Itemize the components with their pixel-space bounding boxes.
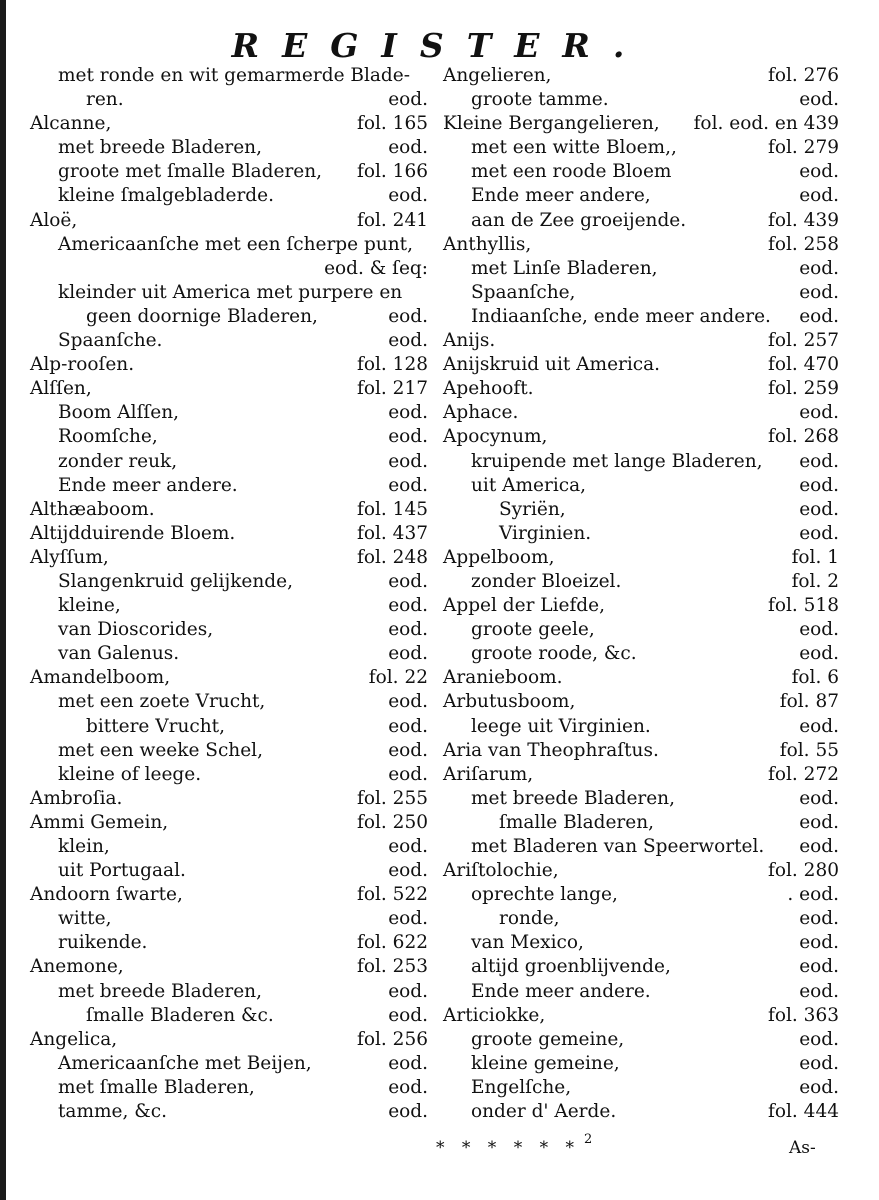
register-entry — [28, 281, 428, 305]
entry-name: Alyſſum, — [30, 546, 109, 568]
entry-name: Kleine Bergangelieren, — [443, 113, 660, 135]
entry-name: kruipende met lange Bladeren, — [471, 450, 763, 472]
entry-folio: eod. — [388, 137, 428, 159]
entry-name: Arbutusboom, — [443, 691, 576, 713]
register-entry — [28, 883, 428, 907]
entry-folio: eod. — [388, 1101, 428, 1123]
entry-folio: eod. — [799, 498, 839, 520]
entry-folio: eod. — [388, 570, 428, 592]
entry-folio: eod. — [799, 1052, 839, 1074]
signature-number: 2 — [584, 1132, 593, 1147]
entry-folio: fol. 256 — [357, 1028, 428, 1050]
entry-folio: eod. — [388, 330, 428, 352]
entry-name: met Linſe Bladeren, — [471, 257, 658, 279]
register-entry — [441, 160, 839, 184]
entry-folio: fol. 253 — [357, 956, 428, 978]
register-entry — [28, 907, 428, 931]
entry-name: Roomſche, — [58, 426, 158, 448]
register-entry — [441, 642, 839, 666]
register-entry — [28, 160, 428, 184]
entry-name: Amandelboom, — [30, 667, 171, 689]
entry-folio: eod. — [799, 257, 839, 279]
entry-name: geen doornige Bladeren, — [86, 305, 318, 327]
entry-folio: fol. 217 — [357, 378, 428, 400]
register-entry — [441, 666, 839, 690]
register-entry — [441, 522, 839, 546]
register-entry — [441, 450, 839, 474]
entry-folio: eod. — [799, 89, 839, 111]
entry-folio: eod. — [799, 281, 839, 303]
entry-folio: fol. 87 — [779, 691, 839, 713]
register-entry — [28, 88, 428, 112]
entry-folio: fol. 145 — [357, 498, 428, 520]
register-entry — [28, 401, 428, 425]
entry-name: Anijskruid uit America. — [443, 354, 661, 376]
entry-name: van Galenus. — [58, 643, 180, 665]
register-entry — [28, 763, 428, 787]
entry-name: uit Portugaal. — [58, 860, 186, 882]
entry-folio: eod. — [799, 908, 839, 930]
entry-folio: fol. 444 — [768, 1101, 839, 1123]
entry-folio: fol. 166 — [357, 161, 428, 183]
entry-folio: eod. — [799, 402, 839, 424]
register-entry — [28, 570, 428, 594]
register-column-right — [441, 64, 839, 1144]
entry-folio: eod. — [388, 860, 428, 882]
register-entry — [441, 570, 839, 594]
register-entry — [441, 1004, 839, 1028]
register-entry — [28, 739, 428, 763]
register-entry — [28, 474, 428, 498]
entry-folio: fol. 258 — [768, 233, 839, 255]
entry-folio: fol. 241 — [357, 209, 428, 231]
register-entry — [28, 594, 428, 618]
entry-name: ſmalle Bladeren, — [499, 811, 655, 833]
entry-folio: eod. — [799, 305, 839, 327]
register-entry — [441, 305, 839, 329]
entry-folio: eod. & ſeq: — [324, 257, 428, 279]
entry-folio: fol. 248 — [357, 546, 428, 568]
entry-name: Angelica, — [30, 1028, 118, 1050]
register-column-left — [28, 64, 428, 1144]
entry-name: Ambroſia. — [30, 787, 123, 809]
entry-name: Ariſarum, — [443, 763, 534, 785]
entry-name: Ende meer andere, — [471, 185, 651, 207]
entry-name: onder d' Aerde. — [471, 1101, 617, 1123]
entry-folio: fol. 165 — [357, 113, 428, 135]
entry-folio: eod. — [388, 908, 428, 930]
entry-name: Aloë, — [30, 209, 78, 231]
entry-folio: fol. 522 — [357, 884, 428, 906]
entry-name: ſmalle Bladeren &c. — [86, 1004, 274, 1026]
entry-name: Americaanſche met een ſcherpe punt, — [58, 233, 413, 255]
entry-name: ruikende. — [58, 932, 148, 954]
entry-name: Engelſche, — [471, 1076, 572, 1098]
entry-name: witte, — [58, 908, 112, 930]
entry-folio: eod. — [799, 522, 839, 544]
entry-name: met een zoete Vrucht, — [58, 691, 266, 713]
register-entry — [441, 377, 839, 401]
entry-name: ronde, — [499, 908, 560, 930]
entry-name: met breede Bladeren, — [58, 980, 262, 1002]
entry-name: van Mexico, — [471, 932, 584, 954]
entry-name: met een witte Bloem,, — [471, 137, 677, 159]
register-entry — [441, 594, 839, 618]
register-entry — [28, 377, 428, 401]
register-entry — [28, 931, 428, 955]
register-entry — [28, 425, 428, 449]
entry-name: klein, — [58, 836, 110, 857]
entry-name: Boom Alſſen, — [58, 402, 180, 424]
entry-folio: fol. 272 — [768, 763, 839, 785]
entry-folio: fol. 280 — [768, 860, 839, 882]
entry-name: ren. — [86, 89, 124, 111]
register-entry — [28, 666, 428, 690]
register-entry — [441, 401, 839, 425]
register-entry — [28, 329, 428, 353]
register-entry — [441, 690, 839, 714]
entry-folio: eod. — [388, 426, 428, 448]
register-entry — [441, 281, 839, 305]
catchword: As- — [789, 1138, 816, 1158]
entry-folio: fol. 439 — [768, 209, 839, 231]
entry-name: oprechte lange, — [471, 884, 618, 906]
entry-name: van Dioscorides, — [58, 619, 214, 641]
entry-folio: eod. — [388, 619, 428, 641]
entry-name: Ende meer andere. — [58, 474, 238, 496]
register-entry — [28, 498, 428, 522]
entry-name: Aphace. — [443, 402, 519, 424]
entry-folio: eod. — [388, 305, 428, 327]
register-entry — [28, 859, 428, 883]
entry-folio: fol. 470 — [768, 354, 839, 376]
entry-name: aan de Zee groeijende. — [471, 209, 687, 231]
register-entry — [441, 233, 839, 257]
entry-name: groote gemeine, — [471, 1028, 625, 1050]
entry-folio: fol. eod. en 439 — [693, 113, 839, 135]
entry-folio: eod. — [388, 1076, 428, 1098]
register-entry — [441, 112, 839, 136]
entry-folio: . eod. — [787, 884, 839, 906]
entry-name: groote roode, &c. — [471, 643, 637, 665]
entry-name: groote geele, — [471, 619, 595, 641]
register-entry — [441, 184, 839, 208]
page-title: REGISTER. — [231, 26, 648, 65]
entry-name: Apocynum, — [443, 426, 548, 448]
register-entry — [28, 64, 428, 88]
entry-name: bittere Vrucht, — [86, 715, 225, 737]
register-entry — [441, 546, 839, 570]
register-entry — [441, 763, 839, 787]
register-entry — [441, 715, 839, 739]
entry-folio: eod. — [388, 836, 428, 857]
entry-folio: fol. 250 — [357, 811, 428, 833]
register-entry — [441, 64, 839, 88]
entry-name: uit America, — [471, 474, 587, 496]
entry-name: kleine gemeine, — [471, 1052, 620, 1074]
entry-name: Althæaboom. — [30, 498, 155, 520]
register-entry — [28, 642, 428, 666]
entry-folio: eod. — [799, 619, 839, 641]
register-entry — [28, 618, 428, 642]
register-entry — [28, 1004, 428, 1028]
entry-name: met Bladeren van Speerwortel. — [471, 836, 765, 857]
entry-folio: fol. 128 — [357, 354, 428, 376]
register-entry — [28, 1052, 428, 1076]
entry-name: met ſmalle Bladeren, — [58, 1076, 255, 1098]
entry-folio: eod. — [388, 980, 428, 1002]
entry-name: kleine of leege. — [58, 763, 202, 785]
entry-folio: fol. 363 — [768, 1004, 839, 1026]
register-entry — [441, 209, 839, 233]
entry-name: zonder Bloeizel. — [471, 570, 622, 592]
entry-name: kleine ſmalgebladerde. — [58, 185, 274, 207]
entry-name: Angelieren, — [443, 65, 552, 86]
entry-folio: eod. — [388, 1004, 428, 1026]
entry-folio: fol. 55 — [779, 739, 839, 761]
entry-name: Ammi Gemein, — [30, 811, 169, 833]
register-entry — [441, 618, 839, 642]
register-entry — [28, 835, 428, 859]
entry-folio: eod. — [799, 811, 839, 833]
register-entry — [28, 1076, 428, 1100]
register-entry — [28, 546, 428, 570]
register-entry — [28, 522, 428, 546]
entry-name: Virginien. — [499, 522, 592, 544]
register-entry — [28, 450, 428, 474]
register-entry — [441, 498, 839, 522]
register-entry — [441, 859, 839, 883]
entry-folio: fol. 622 — [357, 932, 428, 954]
entry-folio: eod. — [388, 739, 428, 761]
register-entry — [28, 1100, 428, 1124]
entry-name: kleinder uit America met purpere en — [58, 281, 403, 303]
entry-name: Altijdduirende Bloem. — [30, 522, 236, 544]
register-entry — [28, 136, 428, 160]
register-entry — [28, 233, 428, 257]
entry-folio: fol. 518 — [768, 595, 839, 617]
entry-folio: eod. — [388, 89, 428, 111]
entry-folio: eod. — [799, 643, 839, 665]
entry-folio: fol. 437 — [357, 522, 428, 544]
register-entry — [441, 955, 839, 979]
register-entry — [441, 88, 839, 112]
entry-name: tamme, &c. — [58, 1101, 167, 1123]
register-entry — [441, 907, 839, 931]
register-entry — [441, 811, 839, 835]
register-entry — [441, 136, 839, 160]
entry-folio: eod. — [799, 1028, 839, 1050]
register-entry — [441, 883, 839, 907]
entry-name: Indiaanſche, ende meer andere. — [471, 305, 771, 327]
entry-name: Apehooft. — [443, 378, 534, 400]
entry-name: Alcanne, — [30, 113, 112, 135]
entry-name: groote met ſmalle Bladeren, — [58, 161, 323, 183]
register-entry — [441, 329, 839, 353]
entry-name: Americaanſche met Beijen, — [58, 1052, 312, 1074]
entry-name: met breede Bladeren, — [471, 787, 675, 809]
entry-name: Alp-rooſen. — [30, 354, 135, 376]
entry-folio: fol. 268 — [768, 426, 839, 448]
register-entry — [441, 353, 839, 377]
register-entry — [28, 1028, 428, 1052]
entry-folio: fol. 22 — [368, 667, 428, 689]
entry-folio: eod. — [388, 402, 428, 424]
entry-folio: fol. 279 — [768, 137, 839, 159]
register-entry — [28, 811, 428, 835]
register-entry — [28, 112, 428, 136]
entry-folio: eod. — [388, 185, 428, 207]
entry-folio: eod. — [799, 185, 839, 207]
entry-name: Ariſtolochie, — [443, 860, 559, 882]
register-entry — [28, 209, 428, 233]
entry-folio: eod. — [388, 474, 428, 496]
register-entry — [441, 1028, 839, 1052]
entry-name: met een weeke Schel, — [58, 739, 263, 761]
entry-folio: eod. — [388, 450, 428, 472]
entry-folio: eod. — [388, 643, 428, 665]
entry-folio: eod. — [799, 474, 839, 496]
entry-folio: fol. 2 — [791, 570, 839, 592]
entry-name: Alſſen, — [30, 378, 92, 400]
entry-name: Articiokke, — [443, 1004, 546, 1026]
register-entry — [28, 353, 428, 377]
register-entry — [441, 739, 839, 763]
entry-name: Slangenkruid gelijkende, — [58, 570, 293, 592]
register-entry — [441, 1052, 839, 1076]
register-entry — [28, 980, 428, 1004]
entry-folio: fol. 255 — [357, 787, 428, 809]
entry-folio: eod. — [799, 956, 839, 978]
entry-folio: eod. — [799, 1076, 839, 1098]
book-spine-edge — [0, 0, 6, 1200]
entry-name: Anemone, — [30, 956, 124, 978]
register-entry — [28, 184, 428, 208]
register-entry — [441, 787, 839, 811]
register-entry — [28, 955, 428, 979]
entry-folio: eod. — [388, 763, 428, 785]
entry-name: Appel der Liefde, — [443, 595, 605, 617]
register-entry — [441, 931, 839, 955]
register-entry — [28, 715, 428, 739]
entry-name: groote tamme. — [471, 89, 609, 111]
entry-folio: fol. 259 — [768, 378, 839, 400]
entry-name: met breede Bladeren, — [58, 137, 262, 159]
signature-marks: * * * * * * — [436, 1138, 581, 1158]
entry-name: Appelboom, — [443, 546, 555, 568]
entry-folio: fol. 276 — [768, 65, 839, 86]
register-entry — [28, 690, 428, 714]
entry-name: Ende meer andere. — [471, 980, 651, 1002]
entry-folio: eod. — [799, 715, 839, 737]
register-entry — [28, 787, 428, 811]
register-entry — [441, 1076, 839, 1100]
register-entry — [441, 425, 839, 449]
entry-folio: eod. — [799, 161, 839, 183]
register-entry — [441, 980, 839, 1004]
entry-name: met ronde en wit gemarmerde Blade- — [58, 65, 410, 86]
entry-folio: fol. 6 — [791, 667, 839, 689]
entry-name: Anthyllis, — [443, 233, 532, 255]
page-footer — [0, 1132, 879, 1168]
entry-name: Syriën, — [499, 498, 566, 520]
register-entry — [441, 1100, 839, 1124]
entry-folio: eod. — [388, 715, 428, 737]
entry-name: Aranieboom. — [443, 667, 563, 689]
entry-name: leege uit Virginien. — [471, 715, 651, 737]
entry-folio: eod. — [799, 836, 839, 857]
entry-folio: eod. — [388, 595, 428, 617]
register-entry — [28, 305, 428, 329]
entry-folio: eod. — [388, 1052, 428, 1074]
entry-folio: eod. — [799, 932, 839, 954]
entry-name: Andoorn ſwarte, — [30, 884, 183, 906]
entry-folio: eod. — [799, 450, 839, 472]
entry-name: Spaanſche, — [471, 281, 576, 303]
entry-folio: fol. 1 — [791, 546, 839, 568]
entry-name: altijd groenblijvende, — [471, 956, 671, 978]
register-entry — [441, 474, 839, 498]
entry-folio: fol. 257 — [768, 330, 839, 352]
entry-folio: eod. — [799, 787, 839, 809]
entry-name: Aria van Theophraſtus. — [443, 739, 659, 761]
register-entry — [28, 257, 428, 281]
register-entry — [441, 257, 839, 281]
entry-name: kleine, — [58, 595, 121, 617]
entry-name: met een roode Bloem — [471, 161, 672, 183]
entry-name: Anijs. — [443, 330, 496, 352]
entry-name: zonder reuk, — [58, 450, 178, 472]
entry-name: Spaanſche. — [58, 330, 163, 352]
entry-folio: eod. — [388, 691, 428, 713]
register-entry — [441, 835, 839, 859]
entry-folio: eod. — [799, 980, 839, 1002]
